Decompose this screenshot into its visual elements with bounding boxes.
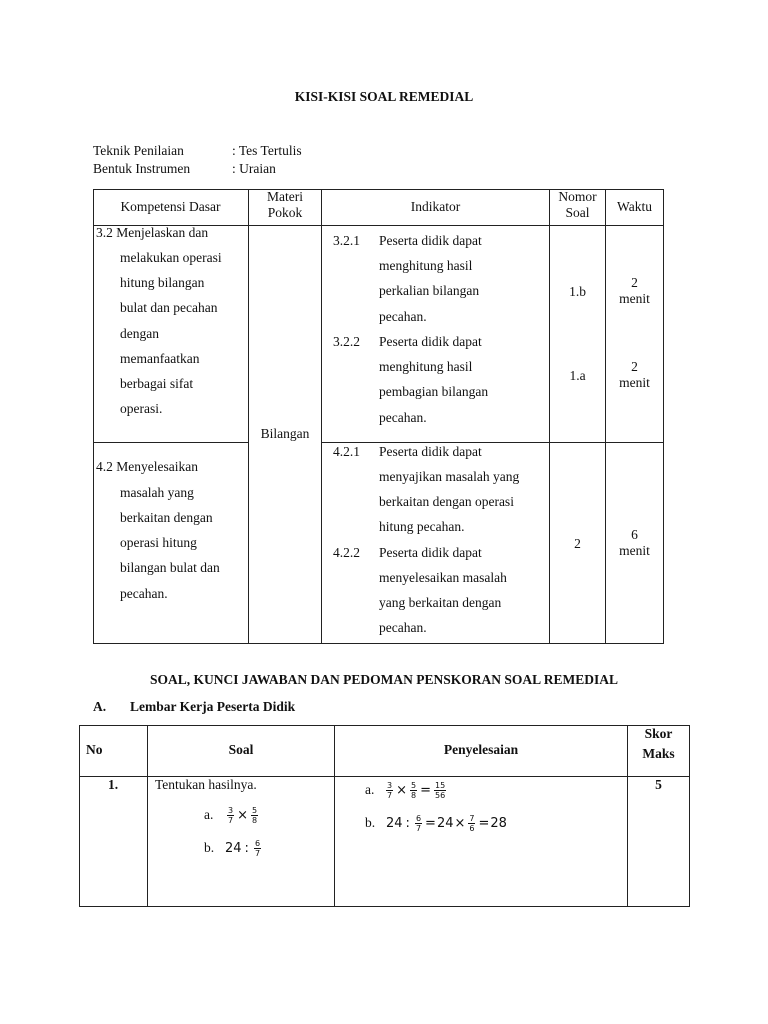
lembar-kerja-table	[79, 725, 690, 907]
indikator-line: perkalian bilangan	[379, 283, 480, 298]
indikator-line: yang berkaitan dengan	[379, 595, 502, 610]
meta-key-teknik: Teknik Penilaian	[93, 143, 184, 158]
kd2-line: pecahan.	[120, 586, 168, 601]
indikator-line: berkaitan dengan operasi	[379, 494, 514, 509]
header-penyelesaian: Penyelesaian	[443, 742, 519, 757]
indikator-line: Peserta didik dapat	[379, 334, 482, 349]
soal-b-label: b.	[204, 840, 215, 855]
indikator-line: pembagian bilangan	[379, 384, 489, 399]
kd1-line: hitung bilangan	[120, 275, 205, 290]
header-materi-1: Materi	[267, 189, 303, 204]
kd1-line: melakukan operasi	[120, 250, 222, 265]
fraction: $\frac{5}{8}$	[252, 805, 258, 825]
fraction: $\frac{15}{56}$	[435, 780, 446, 800]
kd1-line: operasi.	[120, 401, 163, 416]
indikator-line: menyelesaikan masalah	[379, 570, 507, 585]
header-skor-2: Maks	[642, 746, 675, 761]
nomor-soal: 1.a	[569, 368, 586, 383]
nomor-soal: 1.b	[569, 284, 586, 299]
indikator-number: 3.2.1	[333, 233, 360, 248]
section-a-letter: A.	[93, 699, 107, 714]
meta-key-bentuk: Bentuk Instrumen	[93, 161, 191, 176]
nomor-soal: 2	[574, 536, 581, 551]
waktu-unit: menit	[619, 291, 650, 306]
header-no: No	[86, 742, 103, 757]
kd2-line: 4.2 Menyelesaikan	[96, 459, 198, 474]
kd2-line: masalah yang	[120, 485, 194, 500]
soal-intro: Tentukan hasilnya.	[155, 777, 257, 792]
waktu-value: 6	[631, 527, 638, 542]
waktu-unit: menit	[619, 375, 650, 390]
waktu-value: 2	[631, 359, 638, 374]
header-soal: Soal	[228, 742, 254, 757]
header-nomor-1: Nomor	[558, 189, 597, 204]
kd1-line: dengan	[120, 326, 159, 341]
indikator-number: 4.2.1	[333, 444, 360, 459]
indikator-line: menghitung hasil	[379, 359, 473, 374]
indikator-line: pecahan.	[379, 620, 427, 635]
materi-pokok: Bilangan	[260, 426, 310, 441]
fraction: $\frac{7}{6}$	[469, 813, 475, 833]
indikator-line: pecahan.	[379, 309, 427, 324]
soal-b-expression: 24 : $\frac{6}{7}$	[225, 838, 261, 858]
soal-a-label: a.	[204, 807, 214, 822]
page-title: KISI-KISI SOAL REMEDIAL	[294, 89, 474, 104]
header-nomor-2: Soal	[565, 205, 590, 220]
meta-value-bentuk: : Uraian	[232, 161, 276, 176]
header-indikator: Indikator	[410, 199, 461, 214]
fraction: $\frac{3}{7}$	[387, 780, 393, 800]
skor-maks-value: 5	[655, 777, 662, 792]
peny-a-expression: $\frac{3}{7}$ × $\frac{5}{8}$ = $\frac{15}{56}$	[387, 780, 446, 800]
fraction: $\frac{3}{7}$	[228, 805, 234, 825]
meta-value-teknik: : Tes Tertulis	[232, 143, 302, 158]
fraction: $\frac{6}{7}$	[254, 838, 261, 858]
indikator-number: 3.2.2	[333, 334, 360, 349]
indikator-line: Peserta didik dapat	[379, 233, 482, 248]
kd2-line: operasi hitung	[120, 535, 197, 550]
indikator-number: 4.2.2	[333, 545, 360, 560]
waktu-unit: menit	[619, 543, 650, 558]
fraction: $\frac{5}{8}$	[411, 780, 417, 800]
header-kompetensi: Kompetensi Dasar	[120, 199, 221, 214]
peny-b-label: b.	[365, 815, 376, 830]
indikator-line: Peserta didik dapat	[379, 545, 482, 560]
kisi-kisi-table	[93, 189, 664, 644]
kd1-line: memanfaatkan	[120, 351, 200, 366]
header-materi-2: Pokok	[267, 205, 303, 220]
kd1-line: 3.2 Menjelaskan dan	[96, 225, 209, 240]
section-title: SOAL, KUNCI JAWABAN DAN PEDOMAN PENSKORAN SOAL REMEDIAL	[149, 672, 619, 687]
kd2-line: bilangan bulat dan	[120, 560, 220, 575]
indikator-line: menyajikan masalah yang	[379, 469, 520, 484]
header-waktu: Waktu	[617, 199, 652, 214]
kd2-line: berkaitan dengan	[120, 510, 213, 525]
soal-a-expression: $\frac{3}{7}$ × $\frac{5}{8}$	[228, 805, 258, 825]
waktu-value: 2	[631, 275, 638, 290]
indikator-line: menghitung hasil	[379, 258, 473, 273]
header-skor-1: Skor	[644, 726, 673, 741]
indikator-line: hitung pecahan.	[379, 519, 465, 534]
kd1-line: berbagai sifat	[120, 376, 194, 391]
row-number: 1.	[107, 777, 119, 792]
kd1-line: bulat dan pecahan	[120, 300, 218, 315]
section-a-title: Lembar Kerja Peserta Didik	[130, 699, 296, 714]
indikator-line: pecahan.	[379, 410, 427, 425]
fraction: $\frac{6}{7}$	[415, 813, 422, 833]
peny-a-label: a.	[365, 782, 375, 797]
indikator-line: Peserta didik dapat	[379, 444, 482, 459]
peny-b-expression: 24 : $\frac{6}{7}$ = 24 × $\frac{7}{6}$ = 28	[386, 813, 507, 833]
